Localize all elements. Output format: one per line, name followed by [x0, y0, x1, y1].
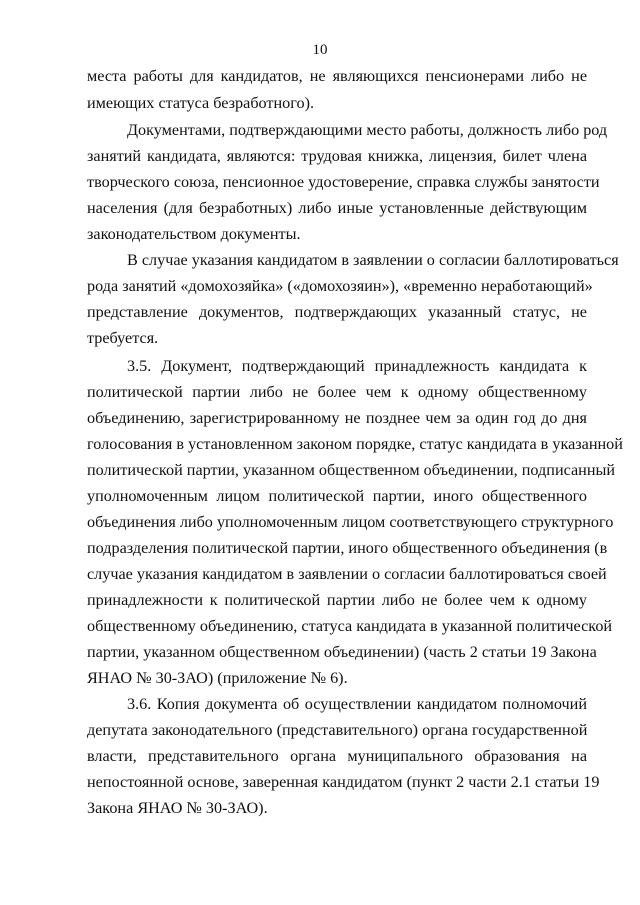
text-line: общественному объединению, статуса кандидата в указанной политической: [87, 617, 613, 635]
text-line: власти, представительного органа муниципального образования на: [87, 747, 587, 765]
text-line: требуется.: [87, 329, 159, 347]
text-line: творческого союза, пенсионное удостоверение, справка службы занятости: [87, 173, 600, 191]
text-line: объединения либо уполномоченным лицом соответствующего структурного: [87, 513, 614, 531]
text-line: рода занятий «домохозяйка» («домохозяин»), «временно неработающий»: [87, 277, 593, 295]
text-line: занятий кандидата, являются: трудовая книжка, лицензия, билет члена: [87, 147, 587, 165]
paragraph-first-line: В случае указания кандидатом в заявлении о согласии баллотироваться: [127, 251, 619, 269]
page-number: 10: [312, 42, 328, 58]
text-line: партии, указанном общественном объединении) (часть 2 статьи 19 Закона: [87, 643, 597, 661]
text-line: законодательством документы.: [87, 225, 301, 243]
text-line: представление документов, подтверждающих указанный статус, не: [87, 303, 587, 321]
paragraph-first-line: Документами, подтверждающими место работы, должность либо род: [127, 121, 608, 139]
text-line: населения (для безработных) либо иные установленные действующим: [87, 199, 587, 217]
text-line: подразделения политической партии, иного общественного объединения (в: [87, 539, 608, 557]
paragraph-first-line: 3.6. Копия документа об осуществлении кандидатом полномочий: [127, 695, 587, 713]
text-line: имеющих статуса безработного).: [87, 94, 315, 112]
text-line: объединению, зарегистрированному не позднее чем за один год до дня: [87, 409, 587, 427]
text-line: принадлежности к политической партии либо не более чем к одному: [87, 591, 587, 609]
text-line: случае указания кандидатом в заявлении о согласии баллотироваться своей: [87, 565, 607, 583]
text-line: уполномоченным лицом политической партии, иного общественного: [87, 487, 587, 505]
text-line: непостоянной основе, заверенная кандидатом (пункт 2 части 2.1 статьи 19: [87, 773, 600, 791]
text-line: политической партии, указанном общественном объединении, подписанный: [87, 461, 616, 479]
text-line: ЯНАО № 30-ЗАО) (приложение № 6).: [87, 669, 348, 687]
text-line: Закона ЯНАО № 30-ЗАО).: [87, 799, 268, 817]
text-line: политической партии либо не более чем к одному общественному: [87, 383, 587, 401]
text-line: голосования в установленном законом порядке, статус кандидата в указанной: [87, 435, 623, 453]
paragraph-first-line: 3.5. Документ, подтверждающий принадлежность кандидата к: [127, 357, 587, 375]
text-line: депутата законодательного (представительного) органа государственной: [87, 721, 588, 739]
text-line: места работы для кандидатов, не являющихся пенсионерами либо не: [87, 67, 587, 85]
